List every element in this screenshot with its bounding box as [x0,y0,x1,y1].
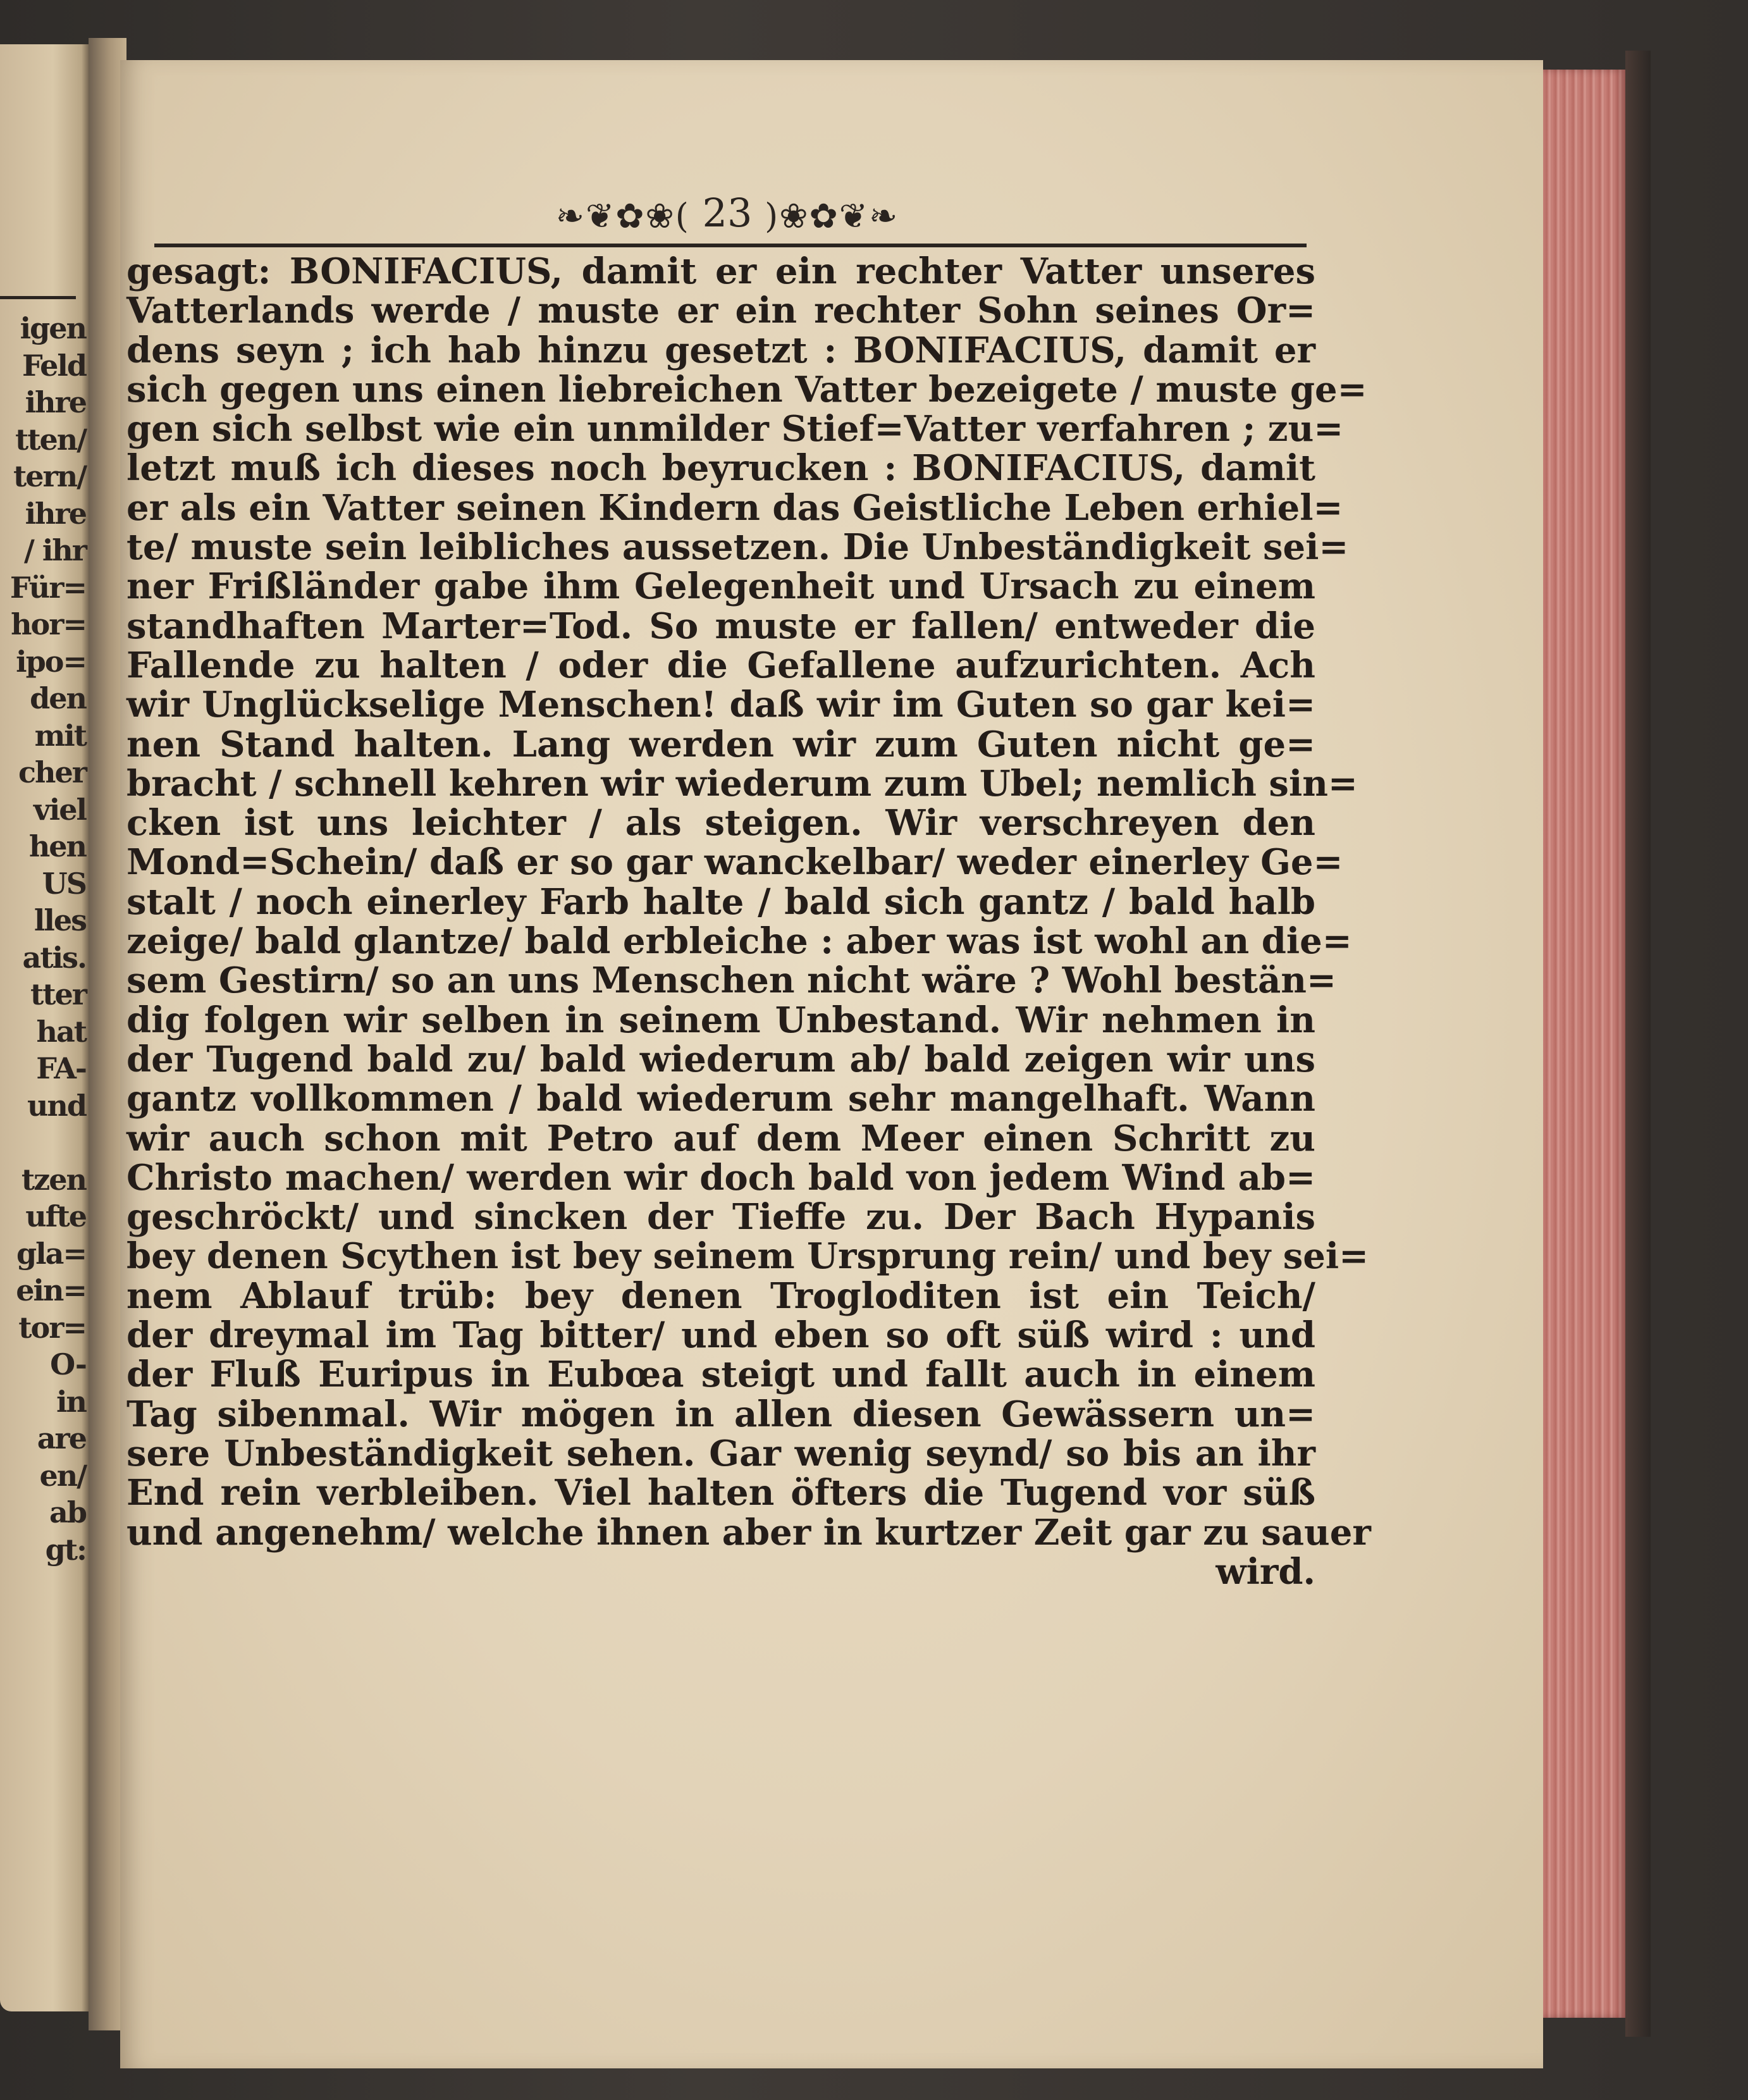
left-page-text-fragments [4,310,86,1568]
left-fragment: Feld [22,348,86,383]
text-line: ner Frißländer gabe ihm Gelegenheit und Ursach zu einem [126,565,1315,608]
left-fragment: in [56,1384,86,1419]
left-fragment: atis. [22,940,86,975]
left-fragment: tzen [21,1162,86,1197]
text-line: standhaften Marter=Tod. So muste er fallen/ entweder die [126,605,1315,647]
text-line: gesagt: BONIFACIUS, damit er ein rechter Vatter unseres [126,250,1315,292]
left-fragment: tten/ [15,422,86,457]
text-line: und angenehm/ welche ihnen aber in kurtzer Zeit gar zu sauer [126,1511,1371,1553]
page-edges [1543,70,1625,2018]
left-fragment: / ihr [24,533,86,567]
body-text [126,250,1371,1593]
left-fragment: are [37,1421,86,1455]
text-line: der Fluß Euripus in Eubœa steigt und fallt auch in einem [126,1354,1315,1396]
left-fragment: ipo= [16,644,86,679]
left-fragment: gla= [16,1236,86,1271]
left-fragment: tern/ [13,459,86,493]
text-line: sem Gestirn/ so an uns Menschen nicht wäre ? Wohl bestän= [126,960,1336,1002]
text-line: Vatterlands werde / muste er ein rechter Sohn seines Or= [126,290,1315,332]
text-line: Christo machen/ werden wir doch bald von jedem Wind ab= [126,1156,1315,1199]
left-fragment: ufte [25,1199,86,1233]
text-line: der Tugend bald zu/ bald wiederum ab/ bald zeigen wir uns [126,1038,1315,1080]
header-rule [154,244,1307,247]
text-line: bey denen Scythen ist bey seinem Ursprung rein/ und bey sei= [126,1235,1369,1278]
page-header [493,190,961,240]
text-line: gen sich selbst wie ein unmilder Stief=Vatter verfahren ; zu= [126,408,1344,450]
text-line: sich gegen uns einen liebreichen Vatter bezeigete / muste ge= [126,368,1367,411]
left-fragment: tter [30,977,86,1011]
left-fragment: ihre [25,496,86,531]
left-fragment: tor= [18,1310,86,1345]
text-line: wir Unglückselige Menschen! daß wir im Guten so gar kei= [126,684,1315,726]
text-line: nen Stand halten. Lang werden wir zum Guten nicht ge= [126,723,1315,765]
left-fragment [4,1124,86,1161]
left-fragment: und [27,1088,86,1123]
text-line: Tag sibenmal. Wir mögen in allen diesen Gewässern un= [126,1393,1315,1435]
left-fragment: O- [50,1347,86,1381]
text-line: der dreymal im Tag bitter/ und eben so oft süß wird : und [126,1314,1315,1357]
left-facing-page [0,44,89,2011]
left-fragment: lles [34,903,86,937]
cover-edge [1625,51,1651,2037]
text-line: geschröckt/ und sincken der Tieffe zu. Der Bach Hypanis [126,1196,1315,1238]
left-fragment: den [30,681,86,715]
left-fragment: gt: [45,1532,86,1567]
text-line: dens seyn ; ich hab hinzu gesetzt : BONIFACIUS, damit er [126,329,1315,371]
ornament-right: )❀✿❦❧ [765,196,899,237]
left-fragment: US [42,866,86,901]
text-line: End rein verbleiben. Viel halten öfters die Tugend vor süß [126,1472,1315,1514]
left-fragment: hen [28,829,86,863]
left-fragment: igen [20,311,86,345]
text-line: wir auch schon mit Petro auf dem Meer einen Schritt zu [126,1117,1315,1159]
text-line: Mond=Schein/ daß er so gar wanckelbar/ weder einerley Ge= [126,841,1343,884]
text-line: zeige/ bald glantze/ bald erbleiche : aber was ist wohl an die= [126,920,1352,963]
left-page-rule [0,296,76,299]
left-fragment: ab [49,1495,86,1529]
left-fragment: FA- [36,1051,86,1085]
text-line: dig folgen wir selben in seinem Unbestand. Wir nehmen in [126,999,1315,1041]
text-line: nem Ablauf trüb: bey denen Trogloditen ist ein Teich/ [126,1275,1315,1317]
left-fragment: hat [36,1014,86,1049]
text-line: wird. [1216,1550,1315,1593]
text-line: gantz vollkommen / bald wiederum sehr mangelhaft. Wann [126,1078,1315,1120]
page-number: 23 [702,190,753,236]
text-line: letzt muß ich dieses noch beyrucken : BONIFACIUS, damit [126,447,1315,490]
left-fragment: mit [34,718,86,753]
left-fragment: viel [34,792,86,827]
left-fragment: cher [18,755,86,789]
ornament-left: ❧❦✿❀( [555,196,690,237]
text-line: bracht / schnell kehren wir wiederum zum Ubel; nemlich sin= [126,762,1358,805]
text-line: Fallende zu halten / oder die Gefallene aufzurichten. Ach [126,644,1315,686]
text-line: er als ein Vatter seinen Kindern das Geistliche Leben erhiel= [126,486,1343,529]
text-line: cken ist uns leichter / als steigen. Wir verschreyen den [126,802,1315,844]
text-line: te/ muste sein leibliches aussetzen. Die Unbeständigkeit sei= [126,526,1349,569]
left-fragment: ein= [16,1273,86,1307]
left-fragment: hor= [11,607,86,641]
left-fragment: en/ [39,1458,86,1493]
text-line: sere Unbeständigkeit sehen. Gar wenig seynd/ so bis an ihr [126,1432,1315,1474]
text-line: stalt / noch einerley Farb halte / bald sich gantz / bald halb [126,880,1315,923]
left-fragment: ihre [25,385,86,419]
left-fragment: Für= [9,570,86,605]
